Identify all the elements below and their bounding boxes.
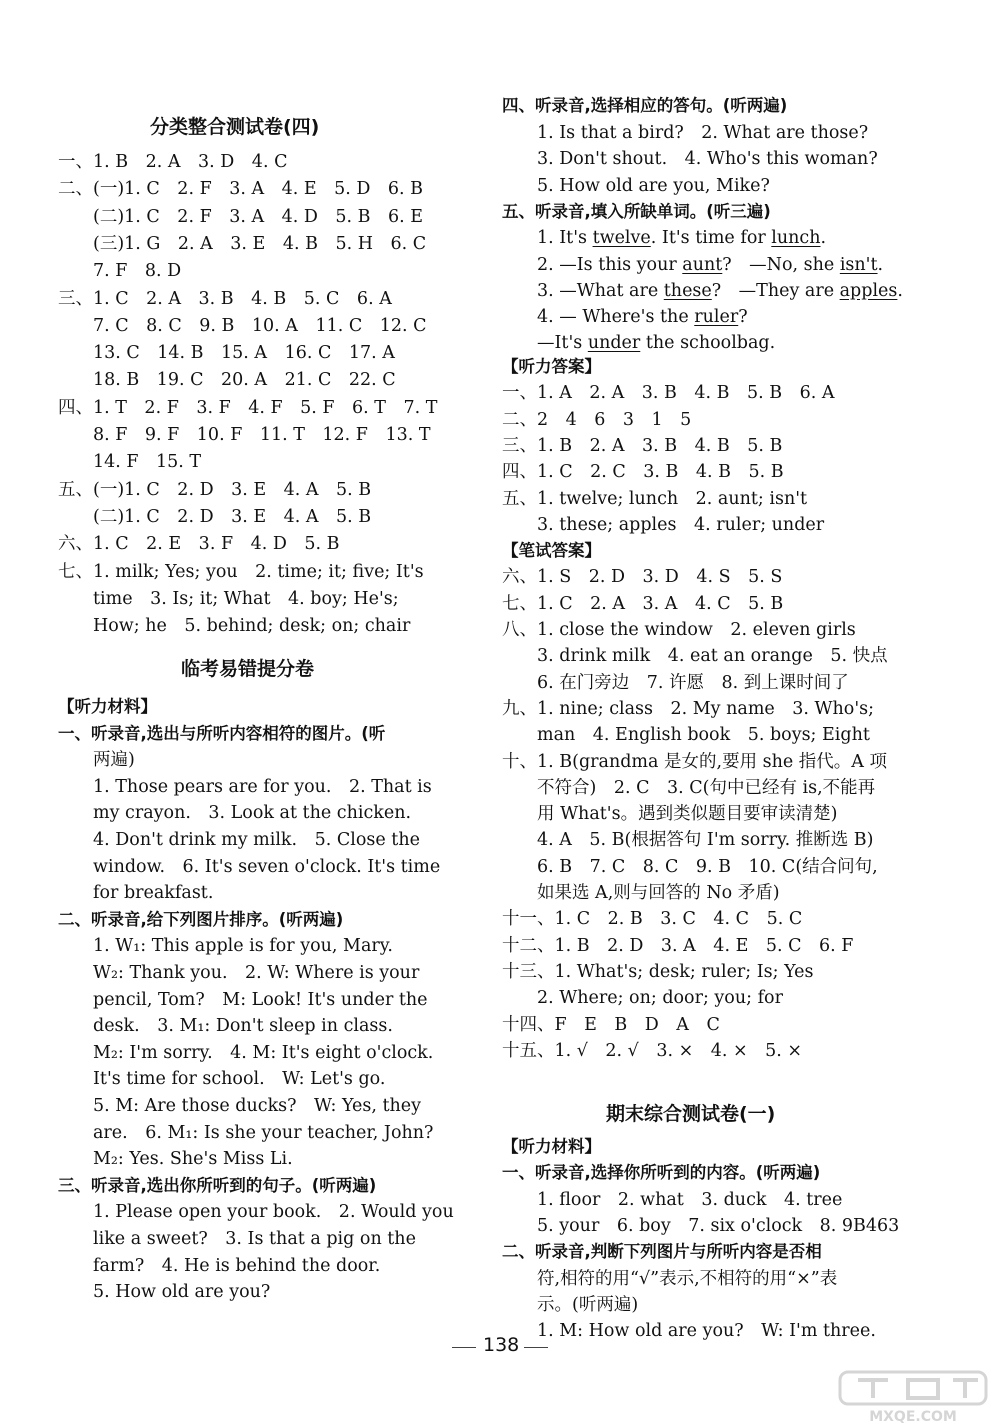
text-line: W₂: Thank you. 2. W: Where is your <box>58 963 420 983</box>
fill-line-2: 2. —Is this your aunt? —No, she isn't. <box>502 255 884 275</box>
text-line: 十一、1. C 2. B 3. C 4. C 5. C <box>502 909 803 930</box>
text-line: farm? 4. He is behind the door. <box>58 1255 381 1276</box>
text-line: 七、1. C 2. A 3. A 4. C 5. B <box>502 593 784 614</box>
text-line: 六、1. C 2. E 3. F 4. D 5. B <box>58 534 340 555</box>
text-line: my crayon. 3. Look at the chicken. <box>58 803 412 824</box>
text-line: 1. M: How old are you? W: I'm three. <box>502 1321 876 1342</box>
text-line: 一、1. B 2. A 3. D 4. C <box>58 152 288 172</box>
text-line: 三、听录音,选出你所听到的句子。(听两遍) <box>58 1175 377 1195</box>
text-line: 五、(一)1. C 2. D 3. E 4. A 5. B <box>58 479 372 500</box>
text-line: 5. How old are you? <box>58 1282 271 1303</box>
text-line: 3. drink milk 4. eat an orange 5. 快点 <box>502 646 888 667</box>
text-line: It's time for school. W: Let's go. <box>58 1069 386 1090</box>
text-line: 1. W₁: This apple is for you, Mary. <box>58 936 393 957</box>
text-line: 符,相符的用“√”表示,不相符的用“×”表 <box>502 1268 838 1289</box>
text-line: 二、听录音,给下列图片排序。(听两遍) <box>58 909 344 929</box>
text-line: for breakfast. <box>58 883 214 904</box>
text-line: 1. floor 2. what 3. duck 4. tree <box>502 1189 843 1210</box>
text-line: 7. C 8. C 9. B 10. A 11. C 12. C <box>58 315 427 336</box>
text-line: 四、1. T 2. F 3. F 4. F 5. F 6. T 7. T <box>58 397 438 418</box>
text-line: 六、1. S 2. D 3. D 4. S 5. S <box>502 567 783 588</box>
fill-line-4: 4. — Where's the ruler? <box>502 307 748 327</box>
text-line: 【笔试答案】 <box>502 541 601 561</box>
watermark-text: MXQE.COM <box>869 1409 957 1425</box>
text-line: pencil, Tom? M: Look! It's under the <box>58 989 428 1010</box>
text-line: 14. F 15. T <box>58 452 202 473</box>
page-number-rule-left <box>452 1347 476 1348</box>
text-line: 二、听录音,判断下列图片与所听内容是否相 <box>502 1242 822 1262</box>
text-line: (二)1. C 2. D 3. E 4. A 5. B <box>58 506 372 527</box>
fill-line-5: —It's under the schoolbag. <box>502 333 776 353</box>
text-line: 如果选 A,则与回答的 No 矛盾) <box>502 883 780 903</box>
text-line: M₂: Yes. She's Miss Li. <box>58 1149 293 1170</box>
text-line: 一、听录音,选出与所听内容相符的图片。(听 <box>58 723 386 743</box>
text-line: 十四、F E B D A C <box>502 1014 720 1035</box>
text-line: 【听力材料】 <box>58 697 157 716</box>
text-line: 一、听录音,选择你所听到的内容。(听两遍) <box>502 1163 821 1183</box>
text-line: 1. Is that a bird? 2. What are those? <box>502 122 869 143</box>
text-line: 2. Where; on; door; you; for <box>502 988 783 1009</box>
text-line: 5. your 6. boy 7. six o'clock 8. 9B463 <box>502 1215 900 1236</box>
text-line: 4. Don't drink my milk. 5. Close the <box>58 830 420 850</box>
text-line: 二、2 4 6 3 1 5 <box>502 409 692 430</box>
text-line: 1. Those pears are for you. 2. That is <box>58 776 432 797</box>
text-line: 八、1. close the window 2. eleven girls <box>502 620 856 640</box>
text-line: 6. B 7. C 8. C 9. B 10. C(结合问句, <box>502 856 878 877</box>
fill-line-3: 3. —What are these? —They are apples. <box>502 281 903 301</box>
text-line: 四、听录音,选择相应的答句。(听两遍) <box>502 96 788 115</box>
text-line: 1. Please open your book. 2. Would you <box>58 1202 454 1223</box>
text-line: 十、1. B(grandma 是女的,要用 she 指代。A 项 <box>502 751 888 772</box>
text-line: 九、1. nine; class 2. My name 3. Who's; <box>502 698 875 719</box>
section-title-final-test-1: 期末综合测试卷(一) <box>606 1103 776 1125</box>
text-line: 13. C 14. B 15. A 16. C 17. A <box>58 343 395 364</box>
text-line: 五、1. twelve; lunch 2. aunt; isn't <box>502 488 808 509</box>
text-line: are. 6. M₁: Is she your teacher, John? <box>58 1122 434 1143</box>
text-line: 七、1. milk; Yes; you 2. time; it; five; It's <box>58 561 424 582</box>
text-line: How; he 5. behind; desk; on; chair <box>58 616 411 637</box>
text-line: 3. these; apples 4. ruler; under <box>502 514 825 535</box>
text-line: 五、听录音,填入所缺单词。(听三遍) <box>502 202 771 221</box>
text-line: 3. Don't shout. 4. Who's this woman? <box>502 149 878 169</box>
text-line: (三)1. G 2. A 3. E 4. B 5. H 6. C <box>58 233 427 254</box>
text-line: window. 6. It's seven o'clock. It's time <box>58 856 441 877</box>
text-line: 十三、1. What's; desk; ruler; Is; Yes <box>502 961 814 982</box>
text-line: desk. 3. M₁: Don't sleep in class. <box>58 1016 393 1037</box>
text-line: 【听力答案】 <box>502 357 601 376</box>
page-number: 138 <box>483 1334 520 1356</box>
fill-line-1: 1. It's twelve. It's time for lunch. <box>502 228 827 248</box>
text-line: 示。(听两遍) <box>502 1294 639 1315</box>
text-line: 4. A 5. B(根据答句 I'm sorry. 推断选 B) <box>502 830 874 851</box>
text-line: 【听力材料】 <box>502 1137 601 1156</box>
text-line: man 4. English book 5. boys; Eight <box>502 725 870 746</box>
text-line: (二)1. C 2. F 3. A 4. D 5. B 6. E <box>58 206 424 227</box>
text-line: 7. F 8. D <box>58 261 182 282</box>
text-line: 十二、1. B 2. D 3. A 4. E 5. C 6. F <box>502 935 854 956</box>
text-line: 5. M: Are those ducks? W: Yes, they <box>58 1096 422 1116</box>
section-title-final-exam-prep: 临考易错提分卷 <box>181 658 315 680</box>
text-line: M₂: I'm sorry. 4. M: It's eight o'clock. <box>58 1042 434 1063</box>
text-line: 5. How old are you, Mike? <box>502 175 770 196</box>
text-line: 6. 在门旁边 7. 许愿 8. 到上课时间了 <box>502 672 849 693</box>
text-line: 一、1. A 2. A 3. B 4. B 5. B 6. A <box>502 383 835 404</box>
text-line: 二、(一)1. C 2. F 3. A 4. E 5. D 6. B <box>58 179 424 200</box>
text-line: 四、1. C 2. C 3. B 4. B 5. B <box>502 462 784 483</box>
text-line: 十五、1. √ 2. √ 3. × 4. × 5. × <box>502 1040 803 1061</box>
text-line: 三、1. B 2. A 3. B 4. B 5. B <box>502 435 783 456</box>
text-line: time 3. Is; it; What 4. boy; He's; <box>58 588 399 609</box>
page-number-rule-right <box>524 1347 548 1348</box>
watermark-logo <box>838 1370 988 1425</box>
text-line: like a sweet? 3. Is that a pig on the <box>58 1229 416 1249</box>
text-line: 8. F 9. F 10. F 11. T 12. F 13. T <box>58 425 431 445</box>
text-line: 18. B 19. C 20. A 21. C 22. C <box>58 370 396 391</box>
text-line: 三、1. C 2. A 3. B 4. B 5. C 6. A <box>58 288 392 309</box>
text-line: 不符合) 2. C 3. C(句中已经有 is,不能再 <box>502 777 876 798</box>
section-title-test-4: 分类整合测试卷(四) <box>150 116 320 138</box>
text-line: 用 What's。遇到类似题目要审读清楚) <box>502 804 838 825</box>
text-line: 两遍) <box>58 750 135 771</box>
